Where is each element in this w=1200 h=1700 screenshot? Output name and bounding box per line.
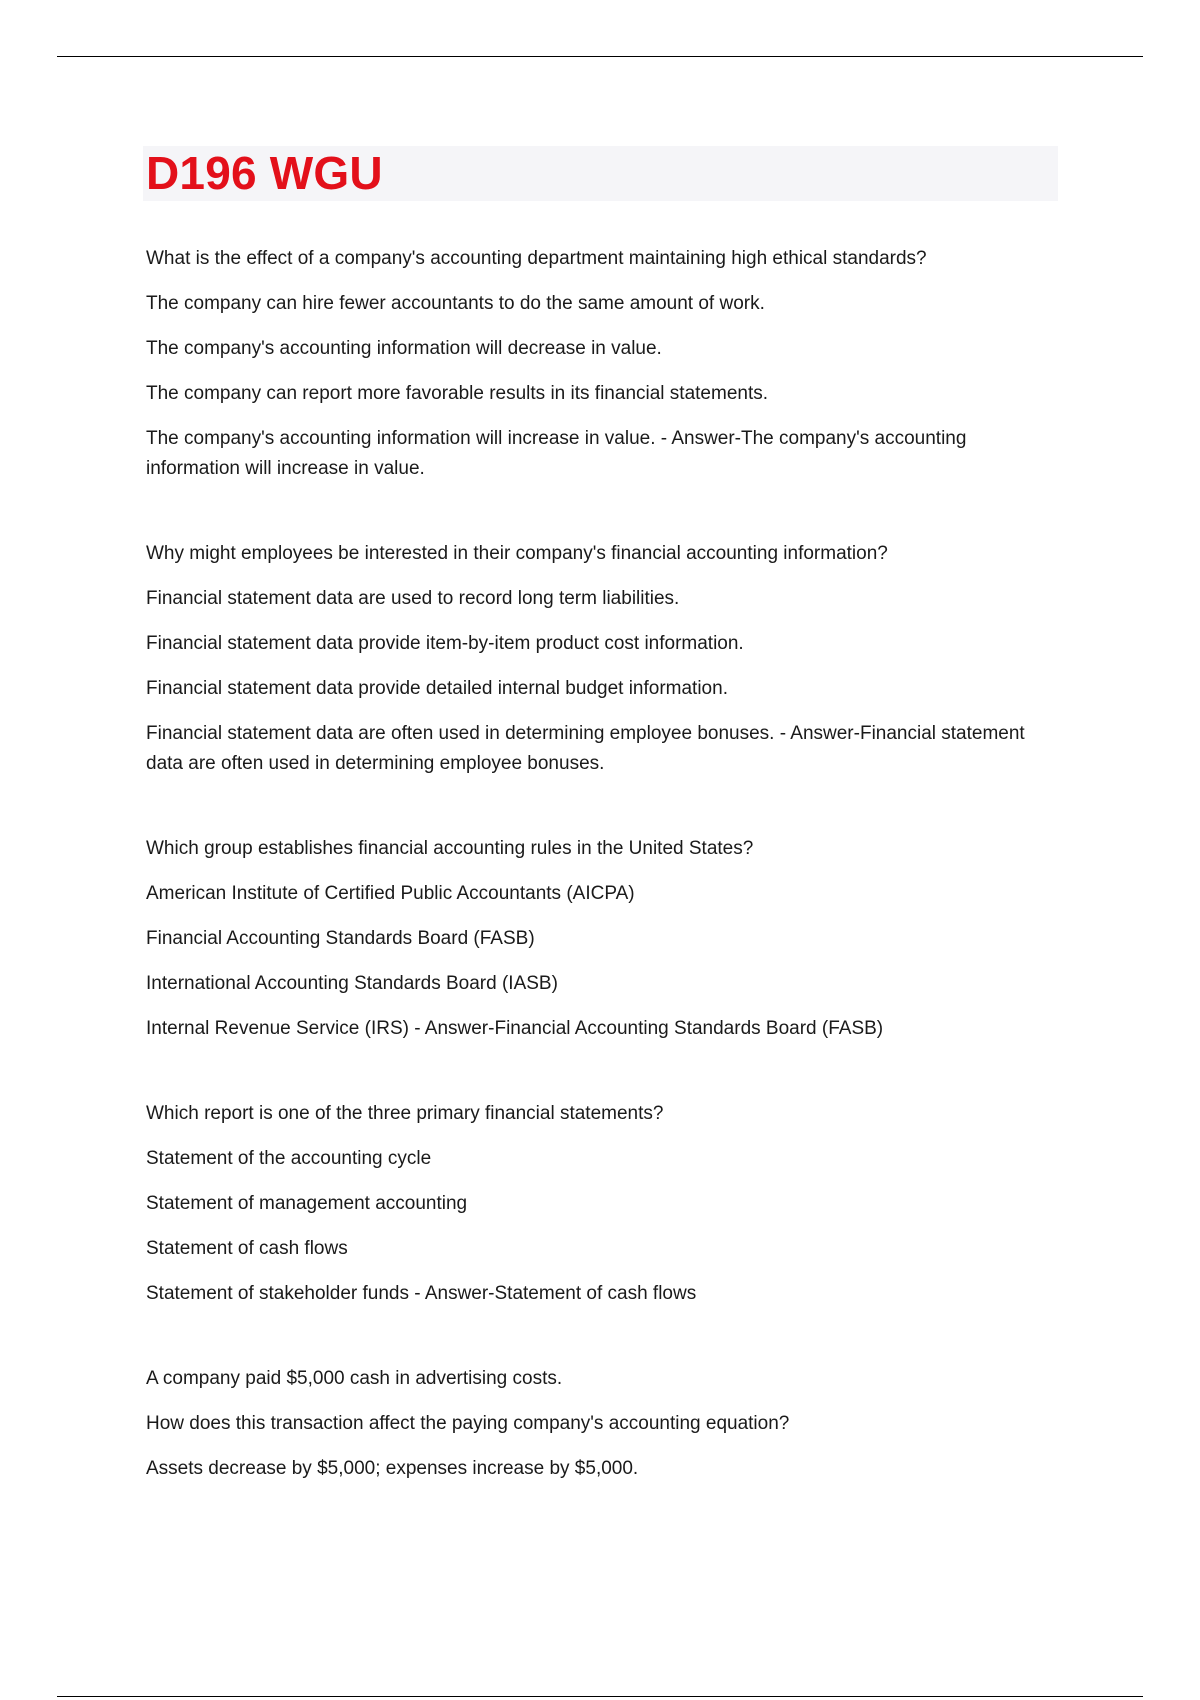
option-text: International Accounting Standards Board (IASB): [146, 973, 558, 994]
option-text: Statement of the accounting cycle: [146, 1148, 432, 1169]
option-answer-text: The company's accounting information will increase in value. - Answer-The company's accounting information will increase in value.: [146, 428, 967, 479]
question-text: A company paid $5,000 cash in advertising costs.: [146, 1368, 563, 1389]
question-text: Why might employees be interested in their company's financial accounting information?: [146, 543, 888, 564]
option-text: Statement of management accounting: [146, 1193, 468, 1214]
option-text: Financial statement data provide detailed internal budget information.: [146, 678, 728, 699]
option-text: The company's accounting information will decrease in value.: [146, 338, 662, 359]
option-text: The company can hire fewer accountants to do the same amount of work.: [146, 293, 765, 314]
option-text: Financial statement data are used to record long term liabilities.: [146, 588, 680, 609]
question-text: How does this transaction affect the paying company's accounting equation?: [146, 1413, 790, 1434]
question-block: [146, 539, 1046, 779]
question-block: [146, 834, 1046, 1044]
option-text: American Institute of Certified Public Accountants (AICPA): [146, 883, 635, 904]
option-text: Financial Accounting Standards Board (FASB): [146, 928, 535, 949]
question-text: Which report is one of the three primary financial statements?: [146, 1103, 664, 1124]
header-rule: [57, 56, 1143, 57]
option-text: Statement of cash flows: [146, 1238, 348, 1259]
question-block: [146, 1364, 1046, 1484]
document-body: [146, 244, 1046, 1539]
question-block: [146, 1099, 1046, 1309]
option-answer-text: Internal Revenue Service (IRS) - Answer-Financial Accounting Standards Board (FASB): [146, 1018, 884, 1039]
document-title: D196 WGU: [146, 147, 383, 199]
option-text: Financial statement data provide item-by-item product cost information.: [146, 633, 744, 654]
option-text: Assets decrease by $5,000; expenses increase by $5,000.: [146, 1458, 639, 1479]
option-text: The company can report more favorable results in its financial statements.: [146, 383, 769, 404]
question-text: What is the effect of a company's accounting department maintaining high ethical standards?: [146, 248, 927, 269]
option-answer-text: Statement of stakeholder funds - Answer-Statement of cash flows: [146, 1283, 697, 1304]
footer-rule: [57, 1696, 1143, 1697]
question-block: [146, 244, 1046, 484]
question-text: Which group establishes financial accounting rules in the United States?: [146, 838, 754, 859]
option-answer-text: Financial statement data are often used in determining employee bonuses. - Answer-Financial statement data are often used in determining employee bonuses.: [146, 723, 1025, 774]
